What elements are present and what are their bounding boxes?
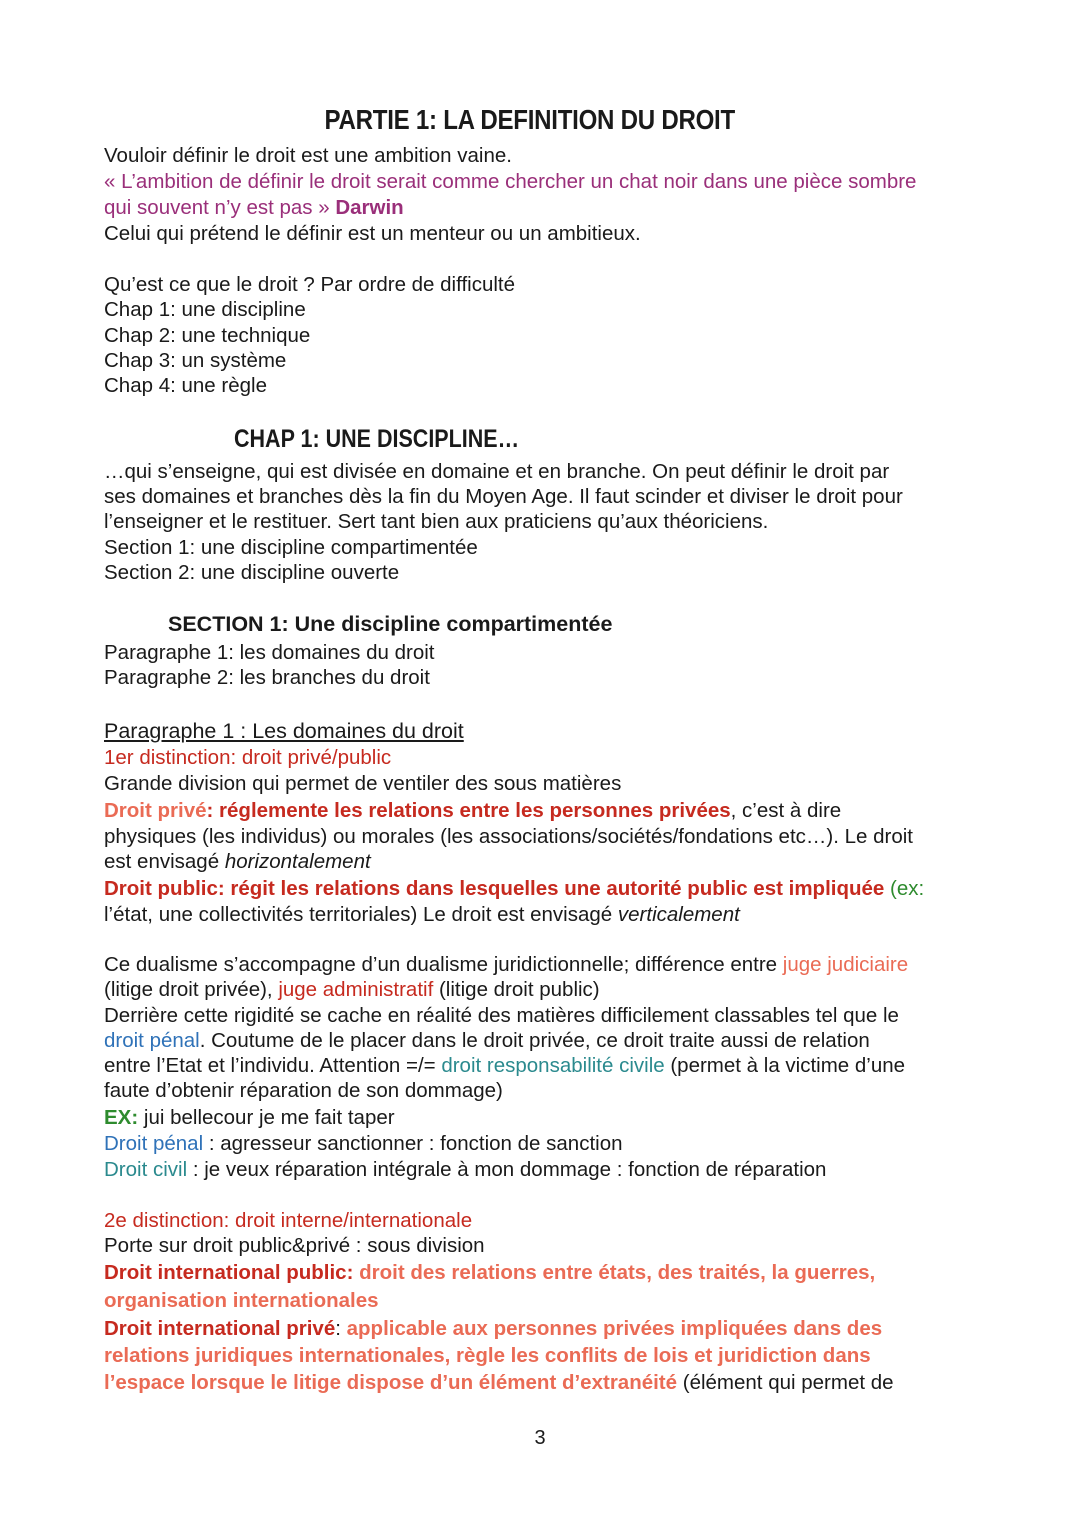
text: (permet à la victime d’une (664, 1054, 906, 1077)
section-text: Paragraphe 2: les branches du droit (104, 666, 430, 689)
chapter-title: CHAP 1: UNE DISCIPLINE… (234, 425, 520, 453)
body-line (104, 1260, 875, 1286)
body-line: Derrière cette rigidité se cache en réalité des matières difficilement classables tel que le (104, 1004, 899, 1027)
emphasis: horizontalement (224, 850, 371, 873)
text: : (335, 1317, 341, 1340)
body-line: Porte sur droit public&privé : sous division (104, 1234, 485, 1257)
body-line (104, 849, 371, 875)
quote-line-end (104, 195, 404, 221)
quote-line: « L’ambition de définir le droit serait comme chercher un chat noir dans une pièce sombre (104, 170, 917, 193)
chapter-text: ses domaines et branches dès la fin du Moyen Age. Il faut scinder et diviser le droit pour (104, 485, 903, 508)
plan-item: Chap 1: une discipline (104, 298, 306, 321)
plan-item: Chap 3: un système (104, 349, 287, 372)
section-title: SECTION 1: Une discipline compartimentée (168, 612, 613, 636)
text: est envisagé (104, 850, 225, 873)
example-label: EX: (104, 1106, 139, 1129)
example-marker: (ex: (884, 877, 925, 900)
body-line (104, 798, 841, 824)
text: entre l’Etat et l’individu. Attention =/= (104, 1054, 442, 1077)
text: jui bellecour je me fait taper (138, 1106, 395, 1129)
distinction-title: 2e distinction: droit interne/internationale (104, 1209, 473, 1232)
paragraph-heading: Paragraphe 1 : Les domaines du droit (104, 719, 464, 743)
definition: applicable aux personnes privées impliquées dans des (340, 1317, 883, 1340)
text: Ce dualisme s’accompagne d’un dualisme juridictionnelle; différence entre (104, 953, 783, 976)
intro-line: Celui qui prétend le définir est un menteur ou un ambitieux. (104, 222, 641, 245)
body-line (104, 1131, 623, 1157)
definition: l’espace lorsque le litige dispose d’un élément d’extranéité (104, 1371, 678, 1394)
definition: droit des relations entre états, des traités, la guerres, (353, 1261, 876, 1284)
text: (élément qui permet de (677, 1371, 894, 1394)
chapter-text: Section 2: une discipline ouverte (104, 561, 400, 584)
term-droit-prive: Droit privé (104, 799, 207, 822)
text: (litige droit public) (433, 978, 600, 1001)
page-title: PARTIE 1: LA DEFINITION DU DROIT (324, 104, 735, 135)
text: : je veux réparation intégrale à mon dommage : fonction de réparation (187, 1158, 827, 1181)
body-line: faute d’obtenir réparation de son dommage) (104, 1079, 503, 1102)
text: . Coutume de le placer dans le droit privée, ce droit traite aussi de relation (199, 1029, 870, 1052)
term-droit-civil: Droit civil (104, 1158, 188, 1181)
body-line: physiques (les individus) ou morales (les associations/sociétés/fondations etc…). Le droit (104, 825, 913, 848)
term-juge-judiciaire: juge judiciaire (782, 953, 909, 976)
term-dipr: Droit international privé (104, 1317, 336, 1340)
text: l’état, une collectivités territoriales) Le droit est envisagé (104, 903, 618, 926)
body-line (104, 1157, 826, 1183)
term-responsabilite-civile: droit responsabilité civile (441, 1054, 665, 1077)
plan-item: Chap 4: une règle (104, 374, 267, 397)
term-juge-administratif: juge administratif (278, 978, 434, 1001)
body-line: organisation internationales (104, 1289, 379, 1312)
body-line: relations juridiques internationales, règle les conflits de lois et juridiction dans (104, 1344, 871, 1367)
plan-question: Qu’est ce que le droit ? Par ordre de difficulté (104, 273, 515, 296)
term-droit-penal: droit pénal (104, 1029, 200, 1052)
text: (litige droit privée), (104, 978, 279, 1001)
body-line (104, 1053, 905, 1079)
body-line (104, 1105, 395, 1131)
body-line (104, 902, 740, 928)
body-line (104, 1316, 882, 1342)
body-line (104, 952, 908, 978)
term-droit-public: Droit public: régit les relations dans lesquelles une autorité public est impliquée (104, 877, 885, 900)
term-dip: Droit international public: (104, 1261, 354, 1284)
section-text: Paragraphe 1: les domaines du droit (104, 641, 435, 664)
definition: : réglemente les relations entre les personnes privées (206, 799, 731, 822)
body-line (104, 876, 924, 902)
text: : agresseur sanctionner : fonction de sanction (203, 1132, 623, 1155)
page-number: 3 (534, 1427, 546, 1449)
distinction-title: 1er distinction: droit privé/public (104, 746, 392, 769)
body-line (104, 1370, 894, 1396)
chapter-text: l’enseigner et le restituer. Sert tant bien aux praticiens qu’aux théoriciens. (104, 510, 769, 533)
body-line (104, 1028, 870, 1054)
text: , c’est à dire (730, 799, 842, 822)
emphasis: verticalement (617, 903, 740, 926)
chapter-text: Section 1: une discipline compartimentée (104, 536, 478, 559)
chapter-text: …qui s’enseigne, qui est divisée en domaine et en branche. On peut définir le droit par (104, 460, 890, 483)
term-droit-penal: Droit pénal (104, 1132, 204, 1155)
quote-author: Darwin (335, 196, 404, 219)
plan-item: Chap 2: une technique (104, 324, 311, 347)
body-line (104, 977, 600, 1003)
body-line: Grande division qui permet de ventiler des sous matières (104, 772, 622, 795)
intro-line: Vouloir définir le droit est une ambition vaine. (104, 144, 512, 167)
quote-text: qui souvent n’y est pas » (104, 196, 330, 219)
